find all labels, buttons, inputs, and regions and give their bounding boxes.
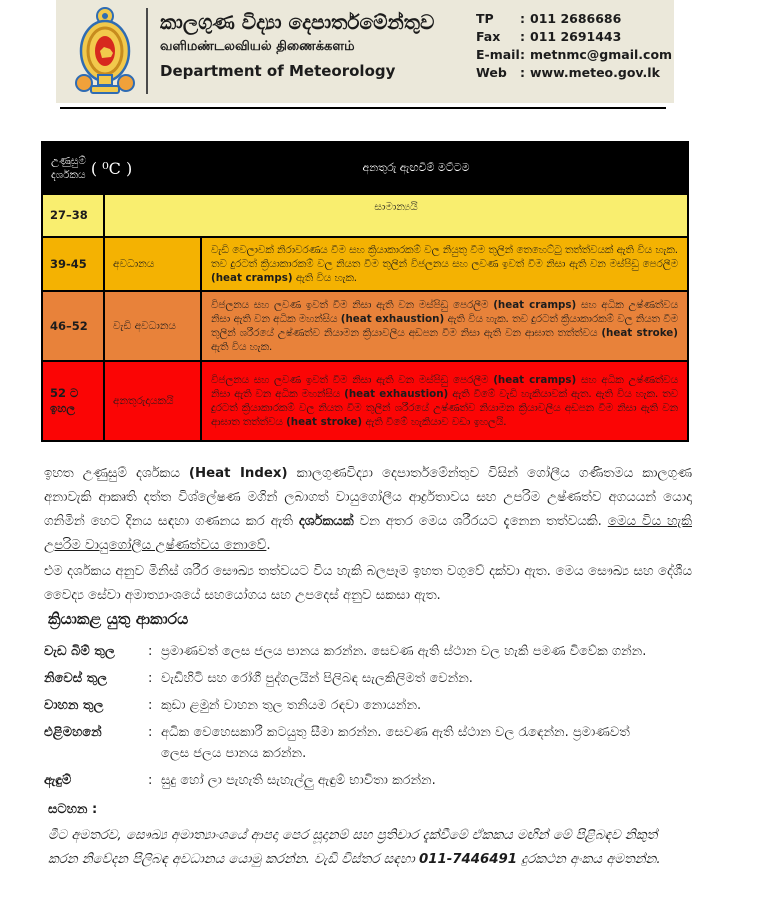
contact-block	[476, 10, 672, 82]
action-colon: :	[148, 671, 153, 686]
action-term: වාහන තුල	[44, 698, 104, 713]
heat-index-unit: ( ⁰C )	[90, 158, 133, 178]
action-list	[44, 641, 692, 799]
action-description: කුඩා ළමුන් වාහන තුල තනියම රඳවා නොයන්න.	[161, 698, 422, 713]
contact-web-value: www.meteo.gov.lk	[530, 65, 660, 80]
col-header-heat-index	[43, 154, 205, 182]
contact-colon: :	[520, 11, 525, 26]
contact-label: Web	[476, 65, 507, 80]
section-heading: ක්‍රියාකළ යුතු ආකාරය	[48, 610, 189, 628]
action-description: අධික වෙහෙසකාරී කටයුතු සීමා කරන්න. සෙවණ ඇති ස්ථාන වල රැඳෙන්න. ප්‍රමාණවත් ලෙස ජලය පානය කරන්න.	[161, 725, 630, 761]
table-row-normal	[43, 193, 687, 236]
sri-lanka-emblem-icon	[74, 5, 136, 97]
cell-description: විජලනය සහ ලවණ ඉවත් වීම නිසා ඇති වන මස්පිඩු පෙරලීම (heat cramps) සහ අධික උෂ්ණත්වය නිසා ඇති වන අධික මහන්සිය (heat exhaustion) ඇති විය හැක. තව දුරටත් ක්‍රියාකාරකම් වල නියත වීම තුලින් ශරීරයේ උෂ්ණත්ව නියාමන ක්‍රියාවලිය අඩපන වීම නිසා ඇති වන ආඝාත තත්ත්වය (heat stroke) ඇති විය හැක.	[211, 299, 678, 353]
letterhead-divider	[146, 8, 148, 94]
col-header-warning-level: අනතුරු ඇඟවීම් මට්ටම	[362, 161, 470, 174]
cell-status: සාමාන්‍යයි	[374, 201, 418, 213]
heat-index-header-label	[51, 154, 86, 182]
note-text: මීට අමතරව, සෞඛ්‍ය අමාත්‍යාංශයේ ආපදා පෙර සූදානම් සහ ප්‍රතිචාර දැක්වීමේ ඒකකය මඟින් මේ පිළිබඳව නිකුත් කරන නිවේදන පිලිබඳ අවධානය යොමු කරන්න. වැඩි විස්තර සඳහා 011-7446491 දුරකථන අංකය අමතන්න.	[48, 828, 661, 867]
horizontal-rule	[60, 107, 666, 109]
contact-phone-value: 011 2686686	[530, 11, 622, 26]
contact-row-tp	[476, 10, 672, 28]
contact-colon: :	[520, 29, 525, 44]
table-row-danger	[43, 360, 687, 440]
action-item-homes	[44, 668, 692, 689]
action-colon: :	[148, 698, 153, 713]
note-label: සටහන :	[48, 802, 98, 817]
action-colon: :	[148, 773, 153, 788]
contact-row-web	[476, 64, 672, 82]
action-description: සුදු හෝ ලා පැහැති සැහැල්ලු ඇඳුම් භාවිතා කරන්න.	[161, 773, 436, 788]
action-description: වැඩිහිටි සහ රෝගී පුද්ගලයින් පිලිබඳ සැලකිලිමත් වෙන්න.	[161, 671, 473, 686]
action-item-vehicles	[44, 695, 692, 716]
table-row-extreme-caution	[43, 290, 687, 360]
action-item-worksites	[44, 641, 692, 662]
contact-label: TP	[476, 11, 494, 26]
department-titles	[160, 9, 460, 81]
action-item-outdoors	[44, 722, 692, 764]
table-header-row	[43, 143, 687, 193]
contact-row-email	[476, 46, 672, 64]
dept-title-sinhala: කාලගුණ විද්‍යා දෙපාර්තමේන්තුව	[160, 10, 435, 34]
contact-email-value: metnmc@gmail.com	[530, 47, 673, 62]
action-term: වැඩ බිම් තුල	[44, 644, 115, 659]
cell-description: වැඩි වෙලාවක් නිරාවරණය වීම සහ ක්‍රියාකාරකම් වල නියුතු වීම තුලින් තෙහෙට්ටු තත්ත්වයක් ඇති විය හැක. තව දුරටත් ක්‍රියාකාරකම් වල නියත වීම තුලින් විජලනය සහ ලවණ ඉවත් වීම නිසා ඇති වන මස්පිඩු පෙරලීම (heat cramps) ඇති විය හැක.	[211, 244, 678, 284]
action-item-clothing	[44, 770, 692, 791]
body-paragraph-2: එම දර්ශකය අනුව මිනිස් ශරීර සෞඛ්‍ය තත්වයට විය හැකි බලපෑම ඉහත වගුවේ දක්වා ඇත. මෙය සෞඛ්‍ය සහ දේශීය වෛද්‍ය සේවා අමාත්‍යාංශයේ සහයෝගය සහ උපදෙස් අනුව සකසා ඇත.	[44, 564, 692, 603]
action-colon: :	[148, 725, 153, 740]
action-term: එළිමහනේ	[44, 725, 102, 740]
action-term: ඇඳුම්	[44, 773, 72, 788]
cell-range: 39-45	[43, 238, 105, 290]
cell-range: 46–52	[43, 292, 105, 360]
dept-title-english: Department of Meteorology	[160, 62, 396, 80]
action-colon: :	[148, 644, 153, 659]
contact-colon: :	[520, 65, 525, 80]
cell-status: අවධානය	[105, 238, 202, 290]
action-description: ප්‍රමාණවත් ලෙස ජලය පානය කරන්න. සෙවණ ඇති ස්ථාන වල හැකි පමණ විවේක ගන්න.	[161, 644, 647, 659]
action-term: නිවෙස් තුල	[44, 671, 108, 686]
cell-description: විජලනය සහ ලවණ ඉවත් වීම නිසා ඇති වන මස්පිඩු පෙරලීම (heat cramps) සහ අධික උෂ්ණත්වය නිසා ඇති වන අධික මහන්සිය (heat exhaustion) ඇති වීමේ වැඩි හැකියාවක් ඇත. ඇති විය හැක. තව දුරටත් ක්‍රියාකාරකම් වල නියත වීම තුලින් ශරීරයේ උෂ්ණත්ව නියාමන ක්‍රියාවලිය අඩපන වීම නිසා ඇති වන ආඝාත තත්ත්වය (heat stroke) ඇති වීමේ හැකියාව වඩා ඉහලයි.	[211, 374, 678, 428]
table-row-caution	[43, 236, 687, 290]
cell-status: වැඩි අවධානය	[105, 292, 202, 360]
heat-index-table	[41, 141, 689, 442]
letterhead	[56, 0, 674, 103]
heat-index-header-line2: දර්ශකය	[51, 169, 86, 181]
contact-row-fax	[476, 28, 672, 46]
heat-index-header-line1: උණුසුම්	[51, 155, 86, 167]
cell-range: 52 ට ඉහල	[43, 362, 105, 440]
dept-title-tamil: வளிமண்டலவியல் திணைக்களம்	[160, 39, 355, 54]
contact-label: Fax	[476, 29, 501, 44]
contact-fax-value: 011 2691443	[530, 29, 622, 44]
contact-label: E-mail	[476, 47, 520, 62]
contact-colon: :	[520, 47, 525, 62]
cell-status: අනතුරුදායකයි	[105, 362, 202, 440]
body-paragraph-1: ඉහත උණුසුම් දර්ශකය (Heat Index) කාලගුණවිද්‍යා දෙපාර්තමේන්තුව විසින් ගෝලීය ගණිතමය කාලගුණ අනාවැකි ආකෘති දත්ත විශ්ලේෂණ මගින් ලබාගත් වායුගෝලීය ආර්ද්‍රතාවය සහ උපරිම උෂ්ණත්ව අගයයන් යොදා ගනිමින් හෙට දිනය සඳහා ගණනය කර ඇති දර්ශකයක් වන අතර මෙය ශරීරයට දැනෙන තත්වයකි. මෙය විය හැකි උපරිම වායුගෝලීය උෂ්ණත්වය නොවේ.	[44, 466, 692, 553]
cell-range: 27–38	[43, 195, 105, 236]
